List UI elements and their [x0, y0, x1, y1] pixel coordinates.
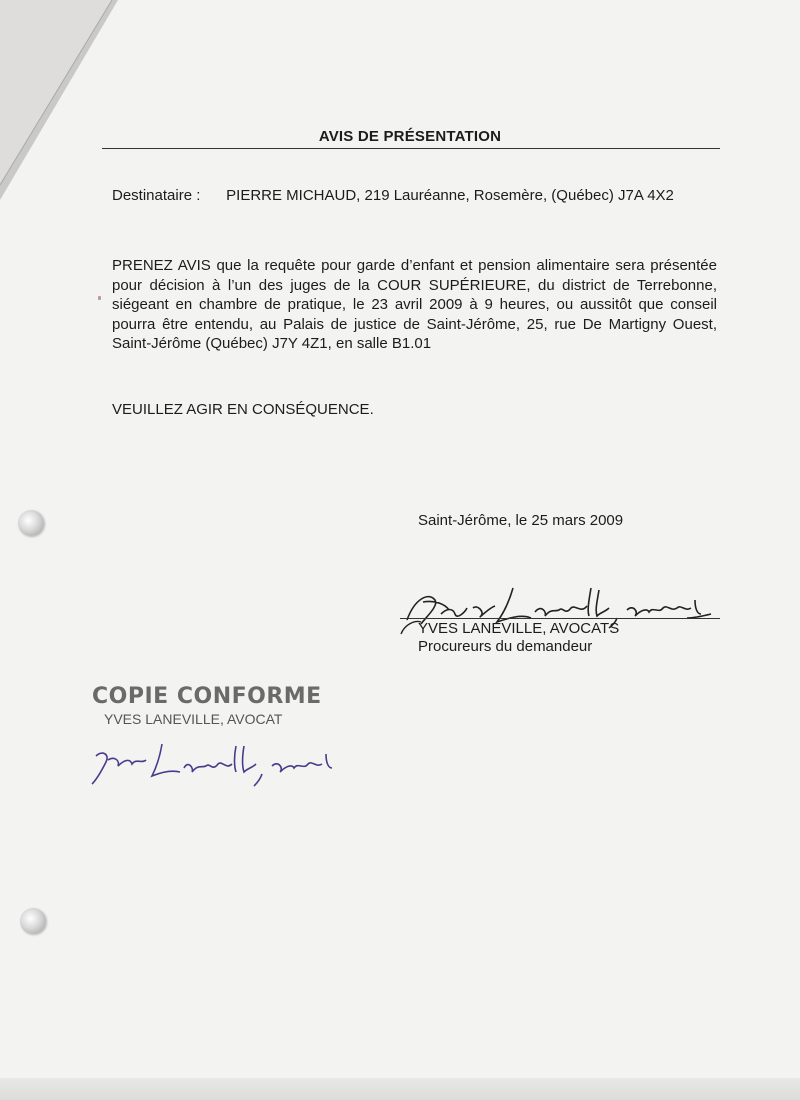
- stamp-title: COPIE CONFORME: [92, 684, 322, 709]
- title-underline: [102, 148, 720, 149]
- signature-line: [400, 618, 720, 619]
- firm-role: Procureurs du demandeur: [418, 638, 593, 655]
- recipient-line: [112, 187, 732, 204]
- firm-name: YVES LANEVILLE, AVOCATS: [418, 620, 620, 637]
- punch-hole-upper: [18, 510, 44, 536]
- place-date: Saint-Jérôme, le 25 mars 2009: [418, 512, 624, 529]
- stamp-handwritten-signature: [88, 738, 338, 788]
- punch-hole-lower: [20, 908, 46, 934]
- recipient-value: PIERRE MICHAUD, 219 Lauréanne, Rosemère, (Québec) J7A 4X2: [226, 187, 674, 204]
- scan-speck: [98, 296, 101, 300]
- consequence-line: VEUILLEZ AGIR EN CONSÉQUENCE.: [112, 401, 374, 418]
- stamp-subtitle: YVES LANEVILLE, AVOCAT: [104, 711, 283, 727]
- scan-bottom-edge: [0, 1078, 800, 1100]
- recipient-label: Destinataire :: [112, 187, 201, 204]
- copie-conforme-stamp: [92, 684, 322, 727]
- document-title: AVIS DE PRÉSENTATION: [318, 128, 502, 145]
- notice-body: PRENEZ AVIS que la requête pour garde d’enfant et pension alimentaire sera présentée pour décision à l’un des juges de la COUR SUPÉRIEURE, du district de Terrebonne, siégeant en chambre de pratique, le 23 avril 2009 à 9 heures, ou aussitôt que conseil pourra être entendu, au Palais de justice de Saint-Jérôme, 25, rue De Martigny Ouest, Saint-Jérôme (Québec) J7Y 4Z1, en salle B1.01: [112, 257, 717, 352]
